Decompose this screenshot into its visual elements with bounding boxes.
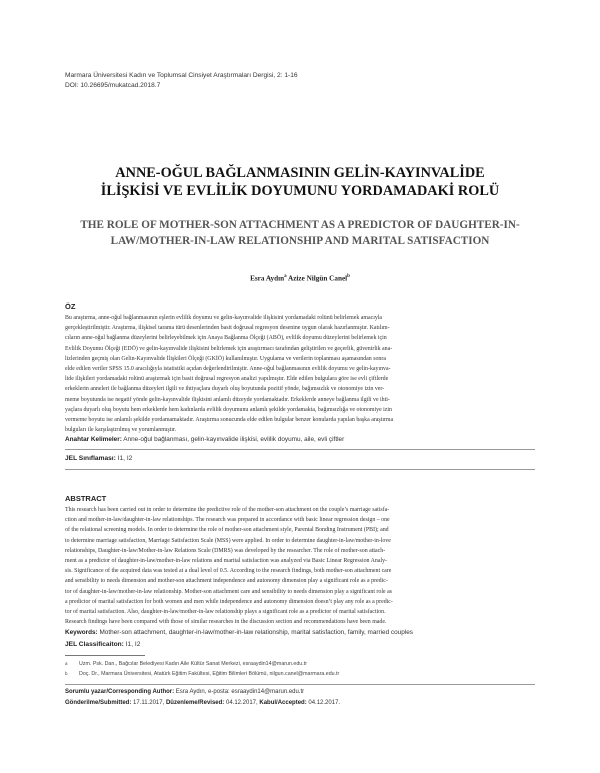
oz-line: meme boyutunda ise negatif yönde gelin-kayınvalide ilişkisini anlamlı düzeyde yordamaktadır. Erkeklerde anneye bağlanma ilgili ve ihti- [65,396,390,403]
keywords-english-text: Mother-son attachment, daughter-in-law/mother-in-law relationship, marital satisfaction, family, married couples [99,629,413,636]
keywords-turkish-text: Anne-oğul bağlanması, gelin-kayınvalide ilişkisi, evlilik doyumu, aile, evli çiftler [123,436,345,443]
accepted-date: 04.12.2017. [308,700,341,706]
oz-line: lide ilişkileri yordamadaki rolünü araştırmak için basit doğrusal regresyon analizi yapılmıştır. Elde edilen bulgulara göre ise evli çiftlerde [65,376,389,383]
author-name: Aziz​e Nilgün Canel [288,274,348,283]
footnote-text: Doç. Dr., Marmara Üniversitesi, Atatürk Eğitim Fakültesi, Eğitim Bilimleri Bölümü, nilgun.canel@marmara.edu.tr [79,671,340,677]
abstract-line: This research has been carried out in order to determine the predictive role of the mother-son attachment on the couple’s marriage satisfa- [65,507,390,513]
title-english [55,217,545,249]
author-list [0,274,600,282]
abstract-line: sis. Significance of the acquired data was tested at a dual level of 0.5. According to the research findings, both mother-son attachment care [65,568,392,575]
divider [65,469,535,470]
divider [65,449,535,450]
oz-line: erkeklerin anneleri ile bağlanma düzeyleri ilgili ve ihtiyaçlara duyarlı oluş boyutunda pozitif yönde, bağımsızlık ve otonomiye izin ver- [65,386,385,393]
correspondence-label: Sorumlu yazar/Corresponding Author: [65,689,175,695]
jel-turkish-text: I1, I2 [117,455,133,462]
submission-dates [65,699,545,708]
oz-line: bulguları ile karşılaştırılmış ve yorumlanmıştır. [65,427,177,434]
accepted-label: Kabul/Accepted: [259,700,307,706]
oz-line: elde edilen veriler SPSS 15.0 aracılığıyla istatistiki açıdan değerlendirilmiştir. Anne-oğul bağlanmasının evlilik doyumu ve gelin-kayınva- [65,366,391,373]
jel-english-text: I1, I2 [125,641,141,648]
jel-turkish [65,455,132,462]
author-affiliation-mark: b [347,274,350,279]
oz-line: yaçlara duyarlı oluş boyutu hem erkeklerde hem kadınlarda evlilik doyumunu anlamlı şekilde yordamakta, bağımsızlığa ve otonomiye izin [65,406,392,413]
title-english-line: THE ROLE OF MOTHER-SON ATTACHMENT AS A PREDICTOR OF DAUGHTER-IN- [80,219,520,231]
footnote-b [65,670,535,678]
abstract-line: tor of daughter-in-law/mother-in-law relationship. Mother-son attachment care and sensibility to needs dimension play a significant role as [65,588,392,595]
oz-line: gerçekleştirilmiştir. Araştırma, ilişkisel tarama türü desenlerinden basit doğrusal regresyon desenine uygun olarak hazırlanmıştır. Katılım- [65,325,390,332]
abstract-line: ment as a predictor of daughter-in-law/mother-in-law relations and marital satisfaction was analyzed via Basic Linear Regression Analy- [65,558,387,565]
footnote-divider [65,655,145,656]
title-english-line: LAW/MOTHER-IN-LAW RELATIONSHIP AND MARITAL SATISFACTION [110,235,490,247]
title-turkish-line: ANNE-OĞUL BAĞLANMASININ GELİN-KAYINVALİDE [115,165,485,181]
oz-line: lizlerinden geçmiş olan Gelin-Kayınvalide İlişkileri Ölçeği (GKİÖ) kullanılmıştır. Uygulama ve verilerin toplanması aşamasından sonra [65,355,386,362]
submitted-label: Gönderilme/Submitted: [65,700,132,706]
author-affiliation-mark: a [284,274,287,279]
jel-english-label: JEL Classificaiton: [65,641,124,648]
footnote-mark: a [65,661,68,666]
abstract-line: and sensibility to needs dimension and mother-son attachment independence and autonomy dimension play a significant role as a predic- [65,578,388,585]
keywords-turkish [65,435,539,445]
footnote-mark: b [65,671,68,676]
keywords-english [65,628,539,638]
abstract-heading: ABSTRACT [65,494,107,503]
oz-text [65,313,539,435]
correspondence-text: Esra Aydın, e-posta: esraaydin14@marun.edu.tr [175,689,305,695]
abstract-line: of the relational screening models. In order to determine the role of mother-son attachment style, Parental Bonding Instrument (PBI); and [65,527,389,534]
footnote-text: Uzm. Psk. Dan., Bağcılar Belediyesi Kadın Aile Kültür Sanat Merkezi, esraaydin14@marun.edu.tr [79,661,307,667]
jel-english [65,641,140,648]
abstract-text [65,505,539,627]
abstract-line: ction and mother-in-law/daughter-in-law relationships. The research was prepared in accordance with basic linear regression design – one [65,517,390,524]
abstract-line: to determine marriage satisfaction, Marriage Satisfaction Scale (MSS) were applied. In order to determine daughter-in-law/mother-in-love [65,537,391,544]
oz-heading: ÖZ [65,302,76,311]
abstract-line: tor of marital satisfaction. Also, daughter-in-law/mother-in-law relationship plays a significant role as a predictor of marital satisfaction. [65,609,386,616]
oz-line: Bu araştırma, anne-oğul bağlanmasının eşlerin evlilik doyumu ve gelin-kayınvalide ilişkisini yordamadaki rolünü belirlemek amacıyla [65,315,383,321]
oz-line: Evlilik Doyumu Ölçeği (EDÖ) ve gelin-kayınvalide ilişkisini belirlemek için araştırmacı tarafından geliştirilen ve geçerlik, güvenirlik ana- [65,345,393,352]
keywords-english-label: Keywords: [65,629,98,636]
author-name: Esra Aydın [250,274,285,283]
divider [65,684,535,685]
revised-label: Düzenleme/Revised: [165,700,225,706]
revised-date: 04.12.2017, [225,700,258,706]
title-turkish [40,164,560,200]
journal-header [65,71,298,91]
correspondence [65,688,545,697]
title-turkish-line: İLİŞKİSİ VE EVLİLİK DOYUMUNU YORDAMADAKİ ROLÜ [100,183,500,199]
keywords-turkish-label: Anahtar Kelimeler: [65,436,122,443]
submitted-date: 17.11.2017, [133,700,165,706]
abstract-line: relationships, Daughter-in-law/Mother-in-law Relations Scale (DMRS) was developed by the researcher. The role of mother-son attach- [65,547,386,554]
footnote-a [65,660,535,668]
abstract-line: a predictor of marital satisfaction for both women and men while independence and autonomy dimension doesn’t play any role as a predic- [65,598,393,605]
oz-line: cıların anne-oğul bağlanma düzeylerini belirleyebilmek için Anaya Bağlanma Ölçeği (ABÖ), evlilik doyumu düzeylerini belirlemek için [65,335,387,342]
jel-turkish-label: JEL Sınıflaması: [65,455,116,462]
journal-citation: Marmara Üniversitesi Kadın ve Toplumsal Cinsiyet Araştırmaları Dergisi, 2: 1-16 [65,72,298,79]
oz-line: vermeme boyutu ise anlamlı şekilde yordamamaktadır. Araştırma sonucunda elde edilen bulgular benzer konularda yapılan başka araştırma [65,417,394,424]
abstract-line: Research findings have been compared with those of similar researches in the discussion section and recommendations have been made. [65,619,387,626]
doi: DOI: 10.26695/mukatcad.2018.7 [65,82,161,89]
